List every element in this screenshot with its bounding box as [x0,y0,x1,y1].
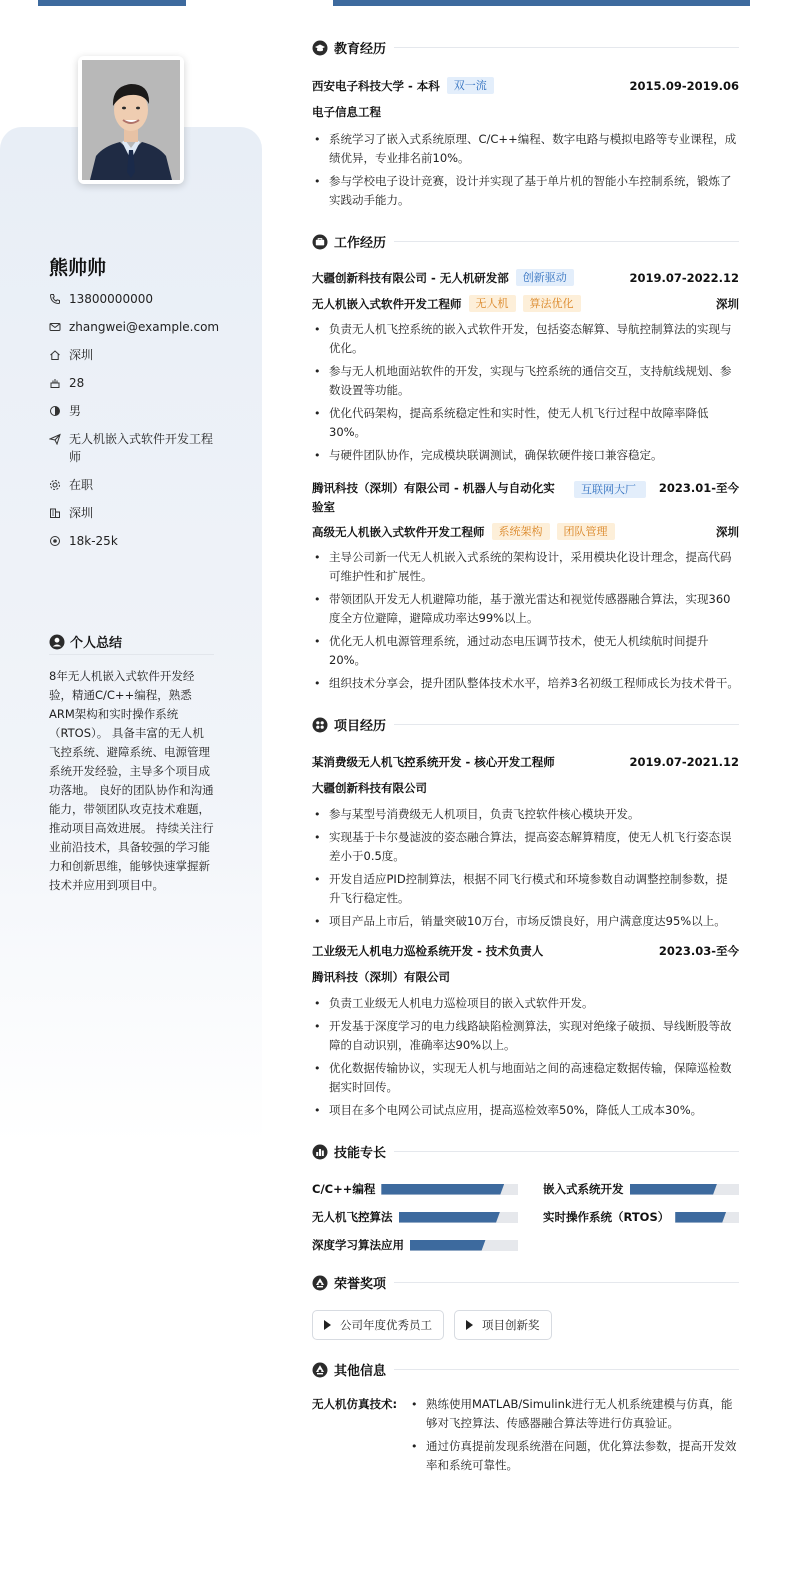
summary-heading [49,632,214,651]
building-icon [49,504,69,522]
education-header-row [312,77,739,94]
avatar [78,56,184,184]
list-item: • 项目产品上市后，销量突破10万台，市场反馈良好，用户满意度达95%以上。 [312,912,739,931]
education-major: 电子信息工程 [312,105,381,119]
projects-heading [312,715,739,734]
job-2-role-tag: 系统架构 [492,523,550,540]
list-item: • 组织技术分享会，提升团队整体技术水平，培养3名初级工程师成长为技术骨干。 [312,674,739,693]
project-2-bullets [312,994,739,1120]
project-2-org: 腾讯科技（深圳）有限公司 [312,970,450,984]
other-title: 其他信息 [334,1364,387,1379]
summary-title: 个人总结 [70,636,123,651]
list-item: • 参与某型号消费级无人机项目，负责飞控软件核心模块开发。 [312,805,739,824]
email-text: zhangwei@example.com [69,320,220,334]
skill-bar [399,1212,519,1223]
person-icon [49,634,65,650]
skill-bar-fill [381,1184,504,1195]
job-1-bullets [312,320,739,465]
skill-name: 无人机飞控算法 [312,1210,393,1224]
list-item: • 系统学习了嵌入式系统原理、C/C++编程、数字电路与模拟电路等专业课程，成绩优异，专业排名前10%。 [312,130,739,168]
project-1-header [312,754,739,770]
job-2-role-row [312,523,739,540]
skill-item [312,1181,518,1197]
other-bullets [409,1395,739,1479]
candidate-name: 熊帅帅 [49,257,107,279]
list-item: • 参与无人机地面站软件的开发，实现与飞控系统的通信交互，支持航线规划、参数设置等功能。 [312,362,739,400]
award-label: 项目创新奖 [482,1318,540,1332]
project-2-name: 工业级无人机电力巡检系统开发 - 技术负责人 [312,944,544,958]
school-tag: 双一流 [447,77,494,94]
other-heading [312,1360,739,1379]
age-text: 28 [69,376,85,390]
summary-divider [49,654,214,655]
info-age [49,374,224,392]
project-1-name: 某消费级无人机飞控系统开发 - 核心开发工程师 [312,755,555,769]
job-1-header [312,269,739,286]
award-chip [454,1310,552,1340]
skill-bar [381,1184,518,1195]
gender-icon [49,402,69,420]
education-heading [312,38,739,57]
awards-title: 荣誉奖项 [334,1277,387,1292]
education-bullets [312,130,739,210]
job-2-header [312,479,739,517]
skill-bar [410,1240,518,1251]
info-target-city [49,504,224,522]
target-icon [49,532,69,550]
avatar-photo [82,60,180,180]
skill-bar-fill [410,1240,486,1251]
award-icon [312,1275,328,1291]
status-text: 在职 [69,478,94,492]
awards-list [312,1310,739,1340]
list-item: • 开发基于深度学习的电力线路缺陷检测算法，实现对绝缘子破损、导线断股等故障的自动识别，准确率达90%以上。 [312,1017,739,1055]
info-salary [49,532,224,550]
project-1-bullets [312,805,739,931]
skill-item [312,1237,518,1253]
list-item: • 参与学校电子设计竞赛，设计并实现了基于单片机的智能小车控制系统，锻炼了实践动手能力。 [312,172,739,210]
award-label: 公司年度优秀员工 [340,1318,432,1332]
play-icon [324,1320,331,1330]
mail-icon [49,318,69,336]
list-item: • 通过仿真提前发现系统潜在问题，优化算法参数，提高开发效率和系统可靠性。 [409,1437,739,1475]
main-content [312,38,739,1479]
graduation-cap-icon [312,40,328,56]
list-item: • 优化无人机电源管理系统，通过动态电压调节技术，使无人机续航时间提升20%。 [312,632,739,670]
project-2-header [312,943,739,959]
project-1-period: 2019.07-2021.12 [629,755,739,769]
work-divider [394,241,739,242]
job-1-city: 深圳 [716,296,739,311]
job-2-role: 高级无人机嵌入式软件开发工程师 [312,524,485,539]
job-2-company: 腾讯科技（深圳）有限公司 - 机器人与自动化实验室 [312,481,555,514]
skill-name: 嵌入式系统开发 [543,1182,624,1196]
list-item: • 开发自适应PID控制算法，根据不同飞行模式和环境参数自动调整控制参数，提升飞行稳定性。 [312,870,739,908]
work-title: 工作经历 [334,236,387,251]
list-item: • 优化数据传输协议，实现无人机与地面站之间的高速稳定数据传输，保障巡检数据实时回传。 [312,1059,739,1097]
info-email [49,318,224,336]
briefcase-icon [312,234,328,250]
education-period: 2015.09-2019.06 [629,78,739,93]
skills-divider [394,1151,739,1152]
job-1-period: 2019.07-2022.12 [629,270,739,285]
list-item: • 熟练使用MATLAB/Simulink进行无人机系统建模与仿真，能够对飞控算法、传感器融合算法等进行仿真验证。 [409,1395,739,1433]
cake-icon [49,374,69,392]
list-item: • 与硬件团队协作，完成模块联调测试，确保软硬件接口兼容稳定。 [312,446,739,465]
list-item: • 优化代码架构，提高系统稳定性和实时性，使无人机飞行过程中故障率降低30%。 [312,404,739,442]
home-icon [49,346,69,364]
education-title: 教育经历 [334,42,387,57]
skill-item [543,1181,739,1197]
job-2-company-tag: 互联网大厂 [574,481,646,498]
projects-divider [394,724,739,725]
other-row [312,1395,739,1479]
skill-bar-fill [630,1184,718,1195]
target-job-text: 无人机嵌入式软件开发工程师 [69,432,214,464]
project-1-org: 大疆创新科技有限公司 [312,781,427,795]
gender-text: 男 [69,404,82,418]
city-text: 深圳 [69,348,94,362]
phone-icon [49,290,69,308]
education-divider [394,47,739,48]
list-item: • 负责工业级无人机电力巡检项目的嵌入式软件开发。 [312,994,739,1013]
list-item: • 项目在多个电网公司试点应用，提高巡检效率50%，降低人工成本30%。 [312,1101,739,1120]
salary-text: 18k-25k [69,534,118,548]
work-heading [312,232,739,251]
job-2-role-tag: 团队管理 [557,523,615,540]
skill-name: C/C++编程 [312,1182,376,1196]
other-label: 无人机仿真技术: [312,1397,398,1411]
contact-info-list [49,290,224,560]
send-icon [49,430,69,448]
job-1-role: 无人机嵌入式软件开发工程师 [312,296,462,311]
job-1-company: 大疆创新科技有限公司 - 无人机研发部 [312,270,509,285]
info-city [49,346,224,364]
skill-item [312,1209,518,1225]
project-2-period: 2023.03-至今 [658,944,739,958]
list-item: • 带领团队开发无人机避障功能，基于激光雷达和视觉传感器融合算法，实现360度全方位避障，避障成功率达99%以上。 [312,590,739,628]
school-name: 西安电子科技大学 - 本科 [312,78,440,93]
skill-bar-fill [399,1212,501,1223]
job-2-period: 2023.01-至今 [658,481,739,495]
grid-icon [312,717,328,733]
target-city-text: 深圳 [69,506,94,520]
info-phone [49,290,224,308]
projects-title: 项目经历 [334,719,387,734]
job-1-role-tag: 算法优化 [523,295,581,312]
job-1-role-tag: 无人机 [469,295,516,312]
job-2-city: 深圳 [716,524,739,539]
skills-heading [312,1142,739,1161]
awards-divider [394,1282,739,1283]
skill-name: 实时操作系统（RTOS） [543,1210,670,1224]
job-2-bullets [312,548,739,693]
chart-bar-icon [312,1144,328,1160]
skill-bar [630,1184,740,1195]
awards-heading [312,1273,739,1292]
list-item: • 主导公司新一代无人机嵌入式系统的架构设计，采用模块化设计理念，提高代码可维护性和扩展性。 [312,548,739,586]
list-item: • 实现基于卡尔曼滤波的姿态融合算法，提高姿态解算精度，使无人机飞行姿态误差小于0.5度。 [312,828,739,866]
top-accent-bar-left [38,0,186,6]
award-chip [312,1310,444,1340]
other-divider [394,1369,739,1370]
info-status [49,476,224,494]
job-1-role-row [312,295,739,312]
top-accent-bar-right [333,0,750,6]
skill-bar-fill [675,1212,726,1223]
skill-item [543,1209,739,1225]
settings-icon [49,476,69,494]
job-1-company-tag: 创新驱动 [516,269,574,286]
play-icon [466,1320,473,1330]
phone-text: 13800000000 [69,292,153,306]
info-gender [49,402,224,420]
info-icon [312,1362,328,1378]
list-item: • 负责无人机飞控系统的嵌入式软件开发，包括姿态解算、导航控制算法的实现与优化。 [312,320,739,358]
skills-title: 技能专长 [334,1146,387,1161]
info-target-job [49,430,224,466]
skill-bar [675,1212,739,1223]
skills-grid [312,1181,739,1253]
skill-name: 深度学习算法应用 [312,1238,404,1252]
summary-text: 8年无人机嵌入式软件开发经验，精通C/C++编程，熟悉ARM架构和实时操作系统（RTOS）。 具备丰富的无人机飞控系统、避障系统、电源管理系统开发经验，主导多个项目成功落地。 良好的团队协作和沟通能力，带领团队攻克技术难题，推动项目高效进展。 持续关注行业前沿技术，具备较强的学习能力和创新思维，能够快速掌握新技术并应用到项目中。 [49,669,214,892]
